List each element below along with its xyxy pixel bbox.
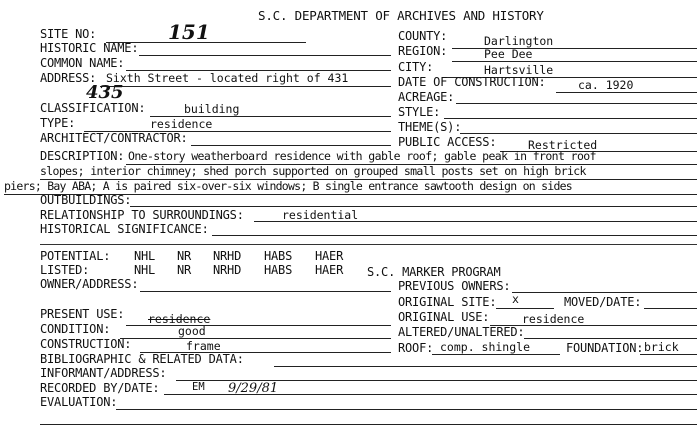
potential-nrhd: NRHD [213, 249, 242, 263]
present-use-label: PRESENT USE: [40, 307, 125, 321]
relationship-value: residential [282, 208, 359, 222]
listed-label: LISTED: [40, 263, 90, 277]
original-use-label: ORIGINAL USE: [398, 310, 490, 324]
county-label: COUNTY: [398, 29, 448, 43]
classification-value: building [184, 102, 240, 116]
roof-value: comp. shingle [440, 340, 531, 354]
acreage-label: ACREAGE: [398, 90, 455, 104]
potential-label: POTENTIAL: [40, 249, 111, 263]
moved-date-label: MOVED/DATE: [564, 295, 642, 309]
potential-nr: NR [177, 249, 192, 263]
region-value: Pee Dee [484, 47, 533, 61]
listed-nr: NR [177, 263, 192, 277]
date-construction-value: ca. 1920 [578, 78, 634, 92]
outbuildings-label: OUTBUILDINGS: [40, 193, 132, 207]
recorded-date: 9/29/81 [228, 381, 279, 396]
evaluation-label: EVALUATION: [40, 395, 118, 409]
foundation-line [640, 354, 697, 355]
moved-date-line [644, 308, 697, 309]
public-access-label: PUBLIC ACCESS: [398, 135, 497, 149]
evaluation-line [116, 409, 697, 410]
city-value: Hartsville [484, 63, 554, 77]
present-use-line [126, 325, 391, 326]
listed-habs: HABS [264, 263, 293, 277]
common-name-label: COMMON NAME: [40, 56, 125, 70]
informant-label: INFORMANT/ADDRESS: [40, 366, 167, 380]
address-label: ADDRESS: [40, 71, 97, 85]
potential-nhl: NHL [134, 249, 156, 263]
owner-address-label: OWNER/ADDRESS: [40, 277, 139, 291]
recorded-line [164, 394, 697, 395]
potential-habs: HABS [264, 249, 293, 263]
site-no-value: 151 [168, 20, 210, 44]
potential-haer: HAER [315, 249, 344, 263]
date-construction-line [556, 92, 697, 93]
evaluation-line-2 [40, 424, 697, 425]
bibliographic-label: BIBLIOGRAPHIC & RELATED DATA: [40, 352, 244, 366]
site-no-label: SITE NO: [40, 27, 97, 41]
construction-label: CONSTRUCTION: [40, 337, 132, 351]
recorded-initials: EM [192, 381, 205, 393]
relationship-line [254, 221, 697, 222]
address-handwritten: 435 [86, 82, 124, 103]
form-title: S.C. DEPARTMENT OF ARCHIVES AND HISTORY [258, 8, 544, 23]
condition-label: CONDITION: [40, 322, 111, 336]
region-label: REGION: [398, 44, 448, 58]
description-label: DESCRIPTION: [40, 149, 125, 163]
architect-line [191, 145, 391, 146]
original-site-value: x [512, 292, 519, 306]
condition-line [120, 338, 391, 339]
historical-significance-line [212, 235, 697, 236]
condition-value: good [178, 324, 206, 338]
relationship-label: RELATIONSHIP TO SURROUNDINGS: [40, 208, 244, 222]
historic-name-line [139, 55, 391, 56]
acreage-line [456, 103, 697, 104]
themes-label: THEME(S): [398, 120, 462, 134]
present-use-value: residence [148, 312, 211, 326]
type-value: residence [150, 117, 213, 131]
style-label: STYLE: [398, 105, 441, 119]
historical-significance-label: HISTORICAL SIGNIFICANCE: [40, 222, 209, 236]
altered-label: ALTERED/UNALTERED: [398, 325, 525, 339]
listed-nhl: NHL [134, 263, 156, 277]
architect-label: ARCHITECT/CONTRACTOR: [40, 131, 188, 145]
bibliographic-line [274, 366, 697, 367]
section-divider [40, 244, 697, 245]
altered-line [524, 338, 697, 339]
style-line [444, 118, 697, 119]
original-site-label: ORIGINAL SITE: [398, 295, 497, 309]
foundation-label: FOUNDATION: [566, 341, 644, 355]
roof-label: ROOF: [398, 341, 434, 355]
outbuildings-line [130, 206, 697, 207]
foundation-value: brick [644, 340, 679, 354]
description-line-2: slopes; interior chimney; shed porch supported on grouped small posts set on high brick [40, 164, 586, 178]
city-label: CITY: [398, 60, 434, 74]
classification-label: CLASSIFICATION: [40, 101, 146, 115]
marker-program: S.C. MARKER PROGRAM [367, 265, 501, 279]
listed-nrhd: NRHD [213, 263, 242, 277]
previous-owners-label: PREVIOUS OWNERS: [398, 279, 511, 293]
date-construction-label: DATE OF CONSTRUCTION: [398, 75, 546, 89]
recorded-label: RECORDED BY/DATE: [40, 381, 160, 395]
description-line-1: One-story weatherboard residence with gable roof; gable peak in front roof [128, 149, 596, 163]
original-site-line [496, 308, 554, 309]
public-access-value: Restricted [528, 138, 598, 152]
themes-line [460, 133, 697, 134]
type-label: TYPE: [40, 116, 76, 130]
owner-address-line [140, 291, 391, 292]
previous-owners-line [512, 292, 697, 293]
historic-name-label: HISTORIC NAME: [40, 41, 139, 55]
original-use-value: residence [522, 312, 585, 326]
construction-value: frame [186, 339, 221, 353]
listed-haer: HAER [315, 263, 344, 277]
county-value: Darlington [484, 34, 554, 48]
region-line [452, 61, 697, 62]
address-value: Sixth Street - located right of 431 [106, 71, 349, 85]
roof-line [432, 354, 560, 355]
description-line-3: piers; Bay ABA; A is paired six-over-six windows; B single entrance sawtooth design on sides [4, 179, 572, 193]
address-line [100, 86, 391, 87]
